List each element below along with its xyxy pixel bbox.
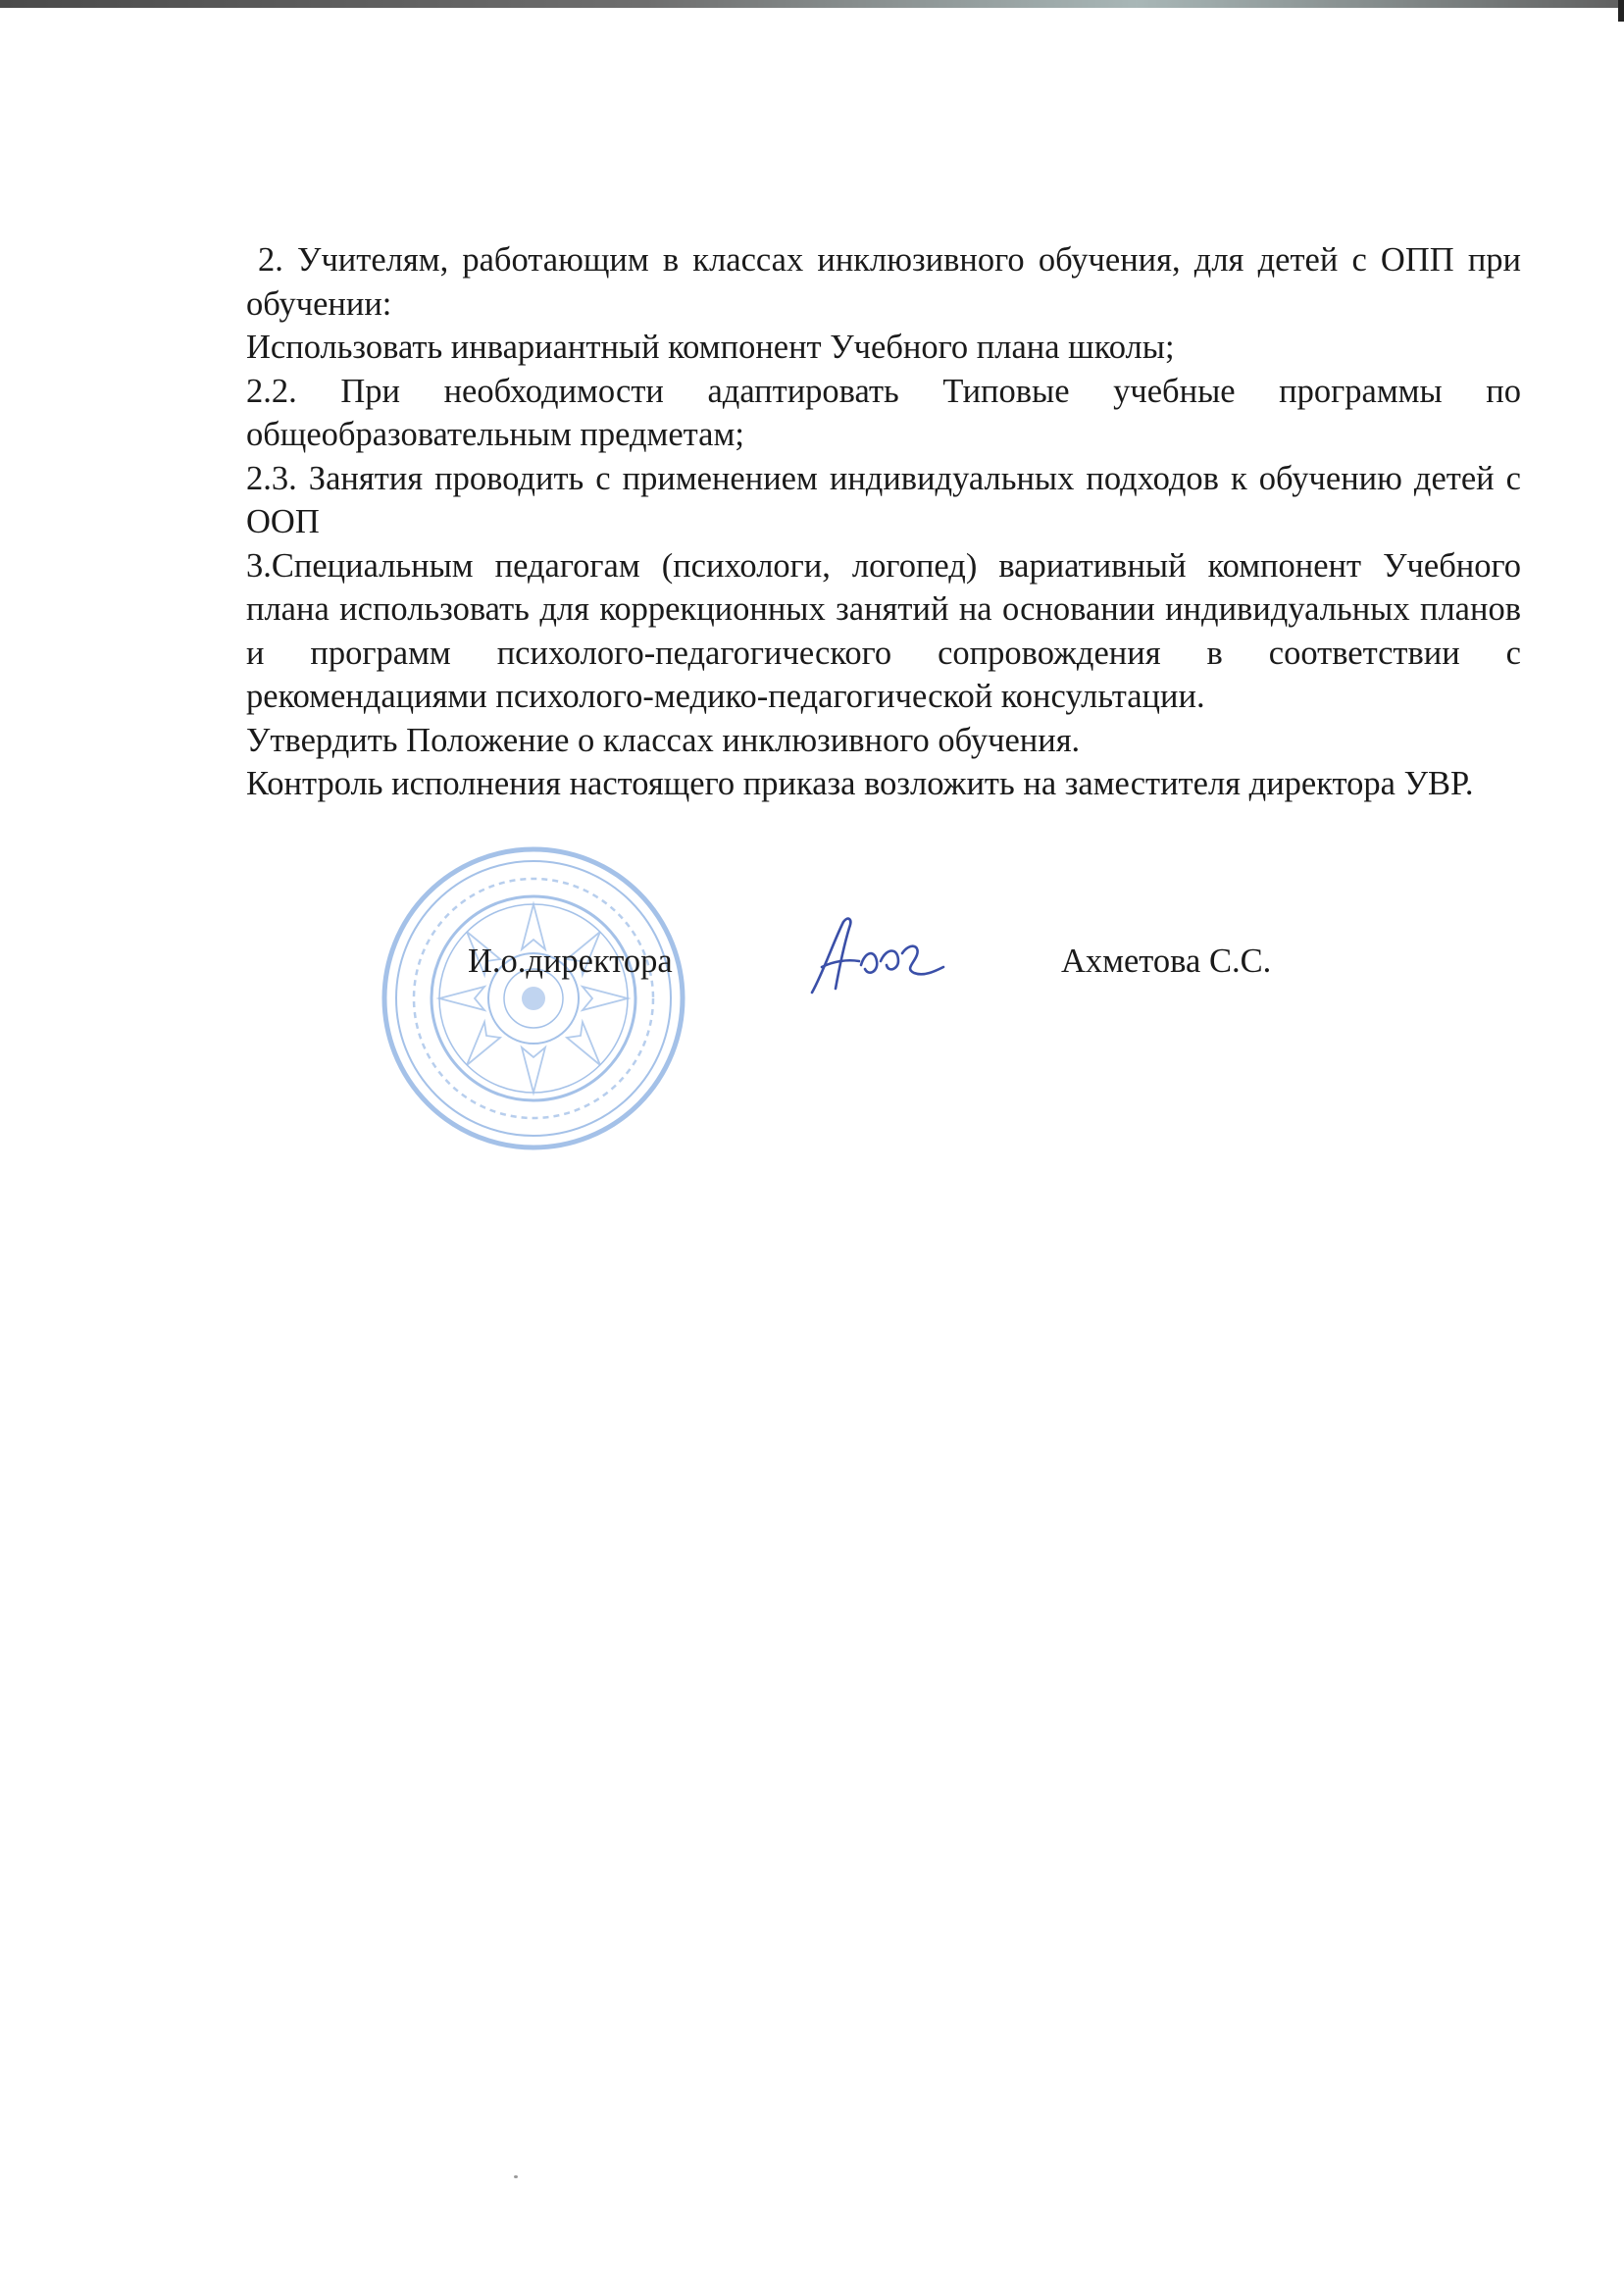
scan-speck <box>514 2175 518 2178</box>
paragraph-approve-regulation: Утвердить Положение о классах инклюзивного обучения. <box>246 721 1081 759</box>
signature-block <box>0 934 1624 1012</box>
paragraph-teachers-inclusive: 2. Учителям, работающим в классах инклюзивного обучения, для детей с ОПП при обучении: <box>246 241 1521 323</box>
signatory-name: Ахметова С.С. <box>1061 943 1272 980</box>
scan-edge-top <box>0 0 1624 8</box>
paragraph-special-teachers: 3.Специальным педагогам (психологи, логопед) вариативный компонент Учебного плана использовать для коррекционных занятий на основании индивидуальных планов и программ психолого-педагогического сопровождения в соответствии с рекомендациями психолого-медико-педагогической консультации. <box>246 546 1521 715</box>
paragraph-control-execution: Контроль исполнения настоящего приказа возложить на заместителя директора УВР. <box>246 765 1474 802</box>
paragraph-adapt-programs: 2.2. При необходимости адаптировать Типовые учебные программы по общеобразовательным предметам; <box>246 372 1521 453</box>
position-title: И.о.директора <box>468 943 673 980</box>
scan-edge-right <box>1618 0 1624 22</box>
paragraph-invariant-component: Использовать инвариантный компонент Учебного плана школы; <box>246 329 1175 366</box>
paragraph-individual-approach: 2.3. Занятия проводить с применением индивидуальных подходов к обучению детей с ООП <box>246 459 1521 540</box>
document-body <box>246 238 1521 806</box>
